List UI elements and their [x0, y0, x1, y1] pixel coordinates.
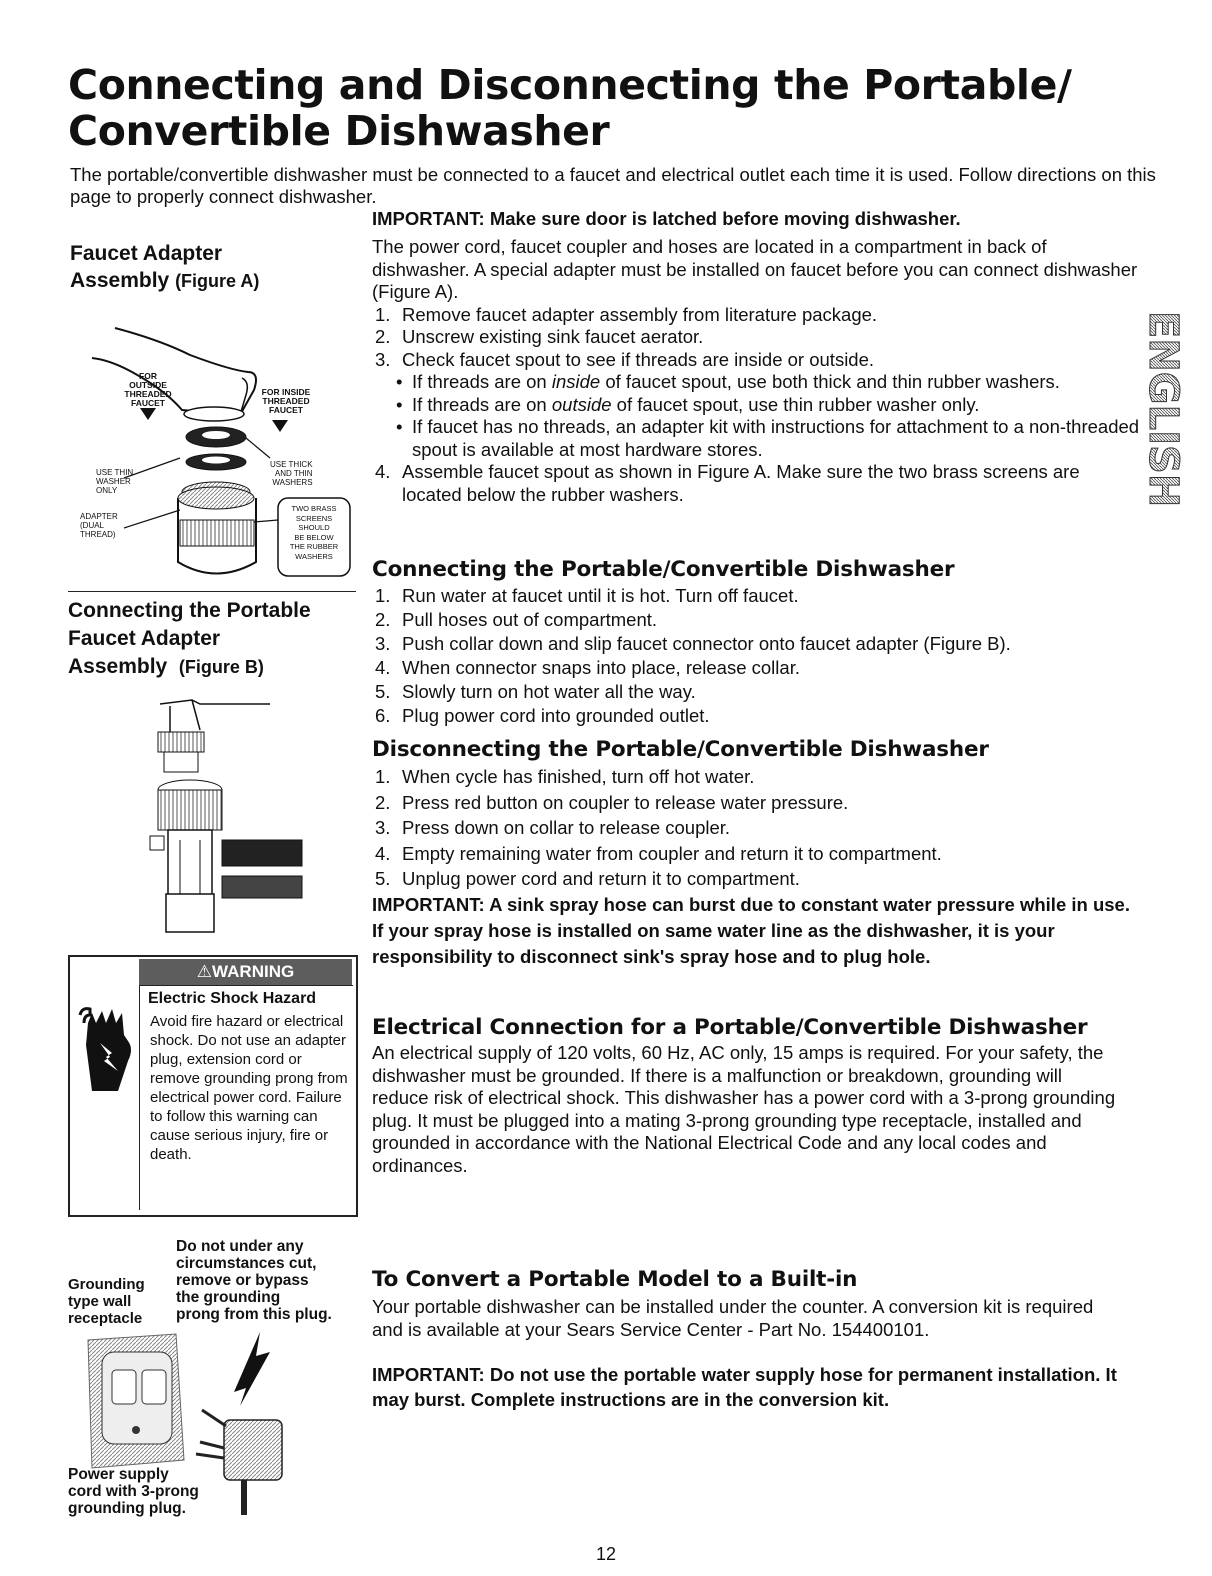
disconnecting-steps — [372, 764, 1142, 892]
label-adapter: ADAPTER (DUAL THREAD) — [80, 512, 118, 539]
connecting-steps — [372, 584, 1162, 728]
list-item: 6. Plug power cord into grounded outlet. — [375, 705, 710, 726]
disconnecting-heading: Disconnecting the Portable/Convertible Dishwasher — [372, 737, 989, 762]
list-item: 1. Remove faucet adapter assembly from literature package. — [375, 303, 878, 325]
convert-section — [372, 1266, 1122, 1412]
caption-do-not-cut: Do not under any circumstances cut, remove or bypass the grounding prong from this plug. — [176, 1238, 332, 1323]
label-inside-threaded: FOR INSIDE THREADED FAUCET — [261, 387, 311, 415]
figure-b-divider — [68, 591, 356, 592]
language-tab-graphic — [1130, 305, 1186, 540]
figure-b-title: Connecting the Portable Faucet Adapter Assembly (Figure B) — [68, 599, 311, 678]
electrical-text: An electrical supply of 120 volts, 60 Hz, AC only, 15 amps is required. For your safety, the dishwasher must be grounded. If there is a malfunction or breakdown, grounding will reduce risk of electrical shock. This dishwasher has a power cord with a 3-prong grounding plug. It must be plugged into a mating 3-prong grounding type receptacle, installed and grounded in accordance with the National Electrical Code and any local codes and ordinances. — [372, 1042, 1116, 1176]
electric-shock-hand-icon — [78, 1005, 136, 1115]
figure-a-title: Faucet Adapter Assembly (Figure A) — [70, 242, 260, 292]
figure-b-diagram — [140, 690, 310, 940]
connecting-heading: Connecting the Portable/Convertible Dishwasher — [372, 557, 955, 582]
language-tab-text: ENGLISH — [1140, 311, 1186, 508]
caption-power-supply: Power supply cord with 3-prong grounding plug. — [68, 1466, 199, 1517]
adapter-steps — [372, 304, 1142, 507]
list-item: 5. Slowly turn on hot water all the way. — [375, 681, 696, 702]
warning-hazard: Electric Shock Hazard — [148, 990, 317, 1007]
important-spray-hose: IMPORTANT: A sink spray hose can burst due to constant water pressure while in use. If your spray hose is installed on same water line as the dishwasher, it is your responsibility to disconnect sink's spray hose and to plug hole. — [372, 893, 1130, 967]
convert-text: Your portable dishwasher can be installed under the counter. A conversion kit is required and is available at your Sears Service Center - Part No. 154400101. — [372, 1296, 1094, 1340]
electrical-section — [372, 1014, 1122, 1177]
list-item: 3. Press down on collar to release coupler. — [375, 817, 731, 838]
important-conversion: IMPORTANT: Do not use the portable water supply hose for permanent installation. It may burst. Complete instructions are in the conversion kit. — [372, 1364, 1117, 1410]
warning-triangle-icon: ⚠ — [196, 962, 213, 981]
caption-receptacle: Grounding type wall receptacle — [68, 1276, 145, 1327]
list-item: 4. Assemble faucet spout as shown in Figure A. Make sure the two brass screens are located below the rubber washers. — [375, 461, 1080, 505]
list-item: 2. Press red button on coupler to release water pressure. — [375, 791, 849, 813]
page-number: 12 — [595, 1544, 617, 1564]
thread-bullets — [392, 371, 1142, 461]
connecting-section — [372, 556, 1162, 728]
faucet-coupler-illustration — [140, 690, 310, 940]
list-item: 5. Unplug power cord and return it to compartment. — [375, 868, 800, 889]
figure-a-diagram — [70, 300, 360, 590]
label-outside-threaded: FOR OUTSIDE THREADED FAUCET — [124, 371, 172, 408]
list-item: 2. Unscrew existing sink faucet aerator. — [375, 326, 704, 347]
label-thick-washer: USE THICK AND THIN WASHERS — [270, 460, 313, 487]
warning-header — [139, 959, 352, 985]
intro-text: The portable/convertible dishwasher must be connected to a faucet and electrical outlet each time it is used. Follow directions on this page to properly connect dishwasher. — [70, 164, 1156, 207]
label-thin-washer: USE THIN WASHER ONLY — [96, 468, 134, 495]
list-item: 3. Check faucet spout to see if threads are inside or outside. • If threads are on inside of faucet spout, use both thick and thin rubber washers. • If threads are on outside of faucet spout, use thin rubber washer only. • If faucet has no threads, an adapter kit with instructions for attachment to a non-threaded spout is available at most hardware stores. — [372, 349, 1142, 462]
warning-text: Avoid fire hazard or electrical shock. Do not use an adapter plug, extension cord or remove grounding prong from electrical power cord. Failure to follow this warning can cause serious injury, fire or death. — [150, 1013, 348, 1163]
adapter-paragraph: The power cord, faucet coupler and hoses are located in a compartment in back of dishwasher. A special adapter must be installed on faucet before you can connect dishwasher (Figure A). — [372, 236, 1138, 302]
list-item: 3. Push collar down and slip faucet connector onto faucet adapter (Figure B). — [375, 633, 1011, 654]
warning-content — [139, 985, 353, 1210]
list-item: • If faucet has no threads, an adapter kit with instructions for attachment to a non-threaded spout is available at most hardware stores. — [392, 416, 1142, 461]
language-tab — [1130, 305, 1186, 540]
convert-heading: To Convert a Portable Model to a Built-in — [372, 1267, 858, 1292]
warning-box — [68, 955, 358, 1217]
list-item: 4. When connector snaps into place, release collar. — [375, 657, 800, 678]
important-latch: IMPORTANT: Make sure door is latched before moving dishwasher. — [372, 208, 961, 229]
list-item: 1. When cycle has finished, turn off hot water. — [375, 766, 755, 787]
right-column — [372, 206, 1142, 506]
label-brass-screens: TWO BRASS SCREENS SHOULD BE BELOW THE RUBBER WASHERS — [289, 504, 339, 561]
list-item: • If threads are on outside of faucet spout, use thin rubber washer only. — [392, 394, 1142, 417]
page-title: Connecting and Disconnecting the Portable/ Convertible Dishwasher — [68, 61, 1072, 155]
list-item: 1. Run water at faucet until it is hot. Turn off faucet. — [375, 585, 799, 606]
list-item: 2. Pull hoses out of compartment. — [375, 609, 658, 630]
warning-label: WARNING — [212, 962, 295, 981]
list-item: 4. Empty remaining water from coupler and return it to compartment. — [375, 842, 942, 864]
list-item: • If threads are on inside of faucet spout, use both thick and thin rubber washers. — [392, 371, 1142, 394]
disconnecting-section — [372, 736, 1142, 970]
electrical-heading: Electrical Connection for a Portable/Convertible Dishwasher — [372, 1015, 1088, 1040]
